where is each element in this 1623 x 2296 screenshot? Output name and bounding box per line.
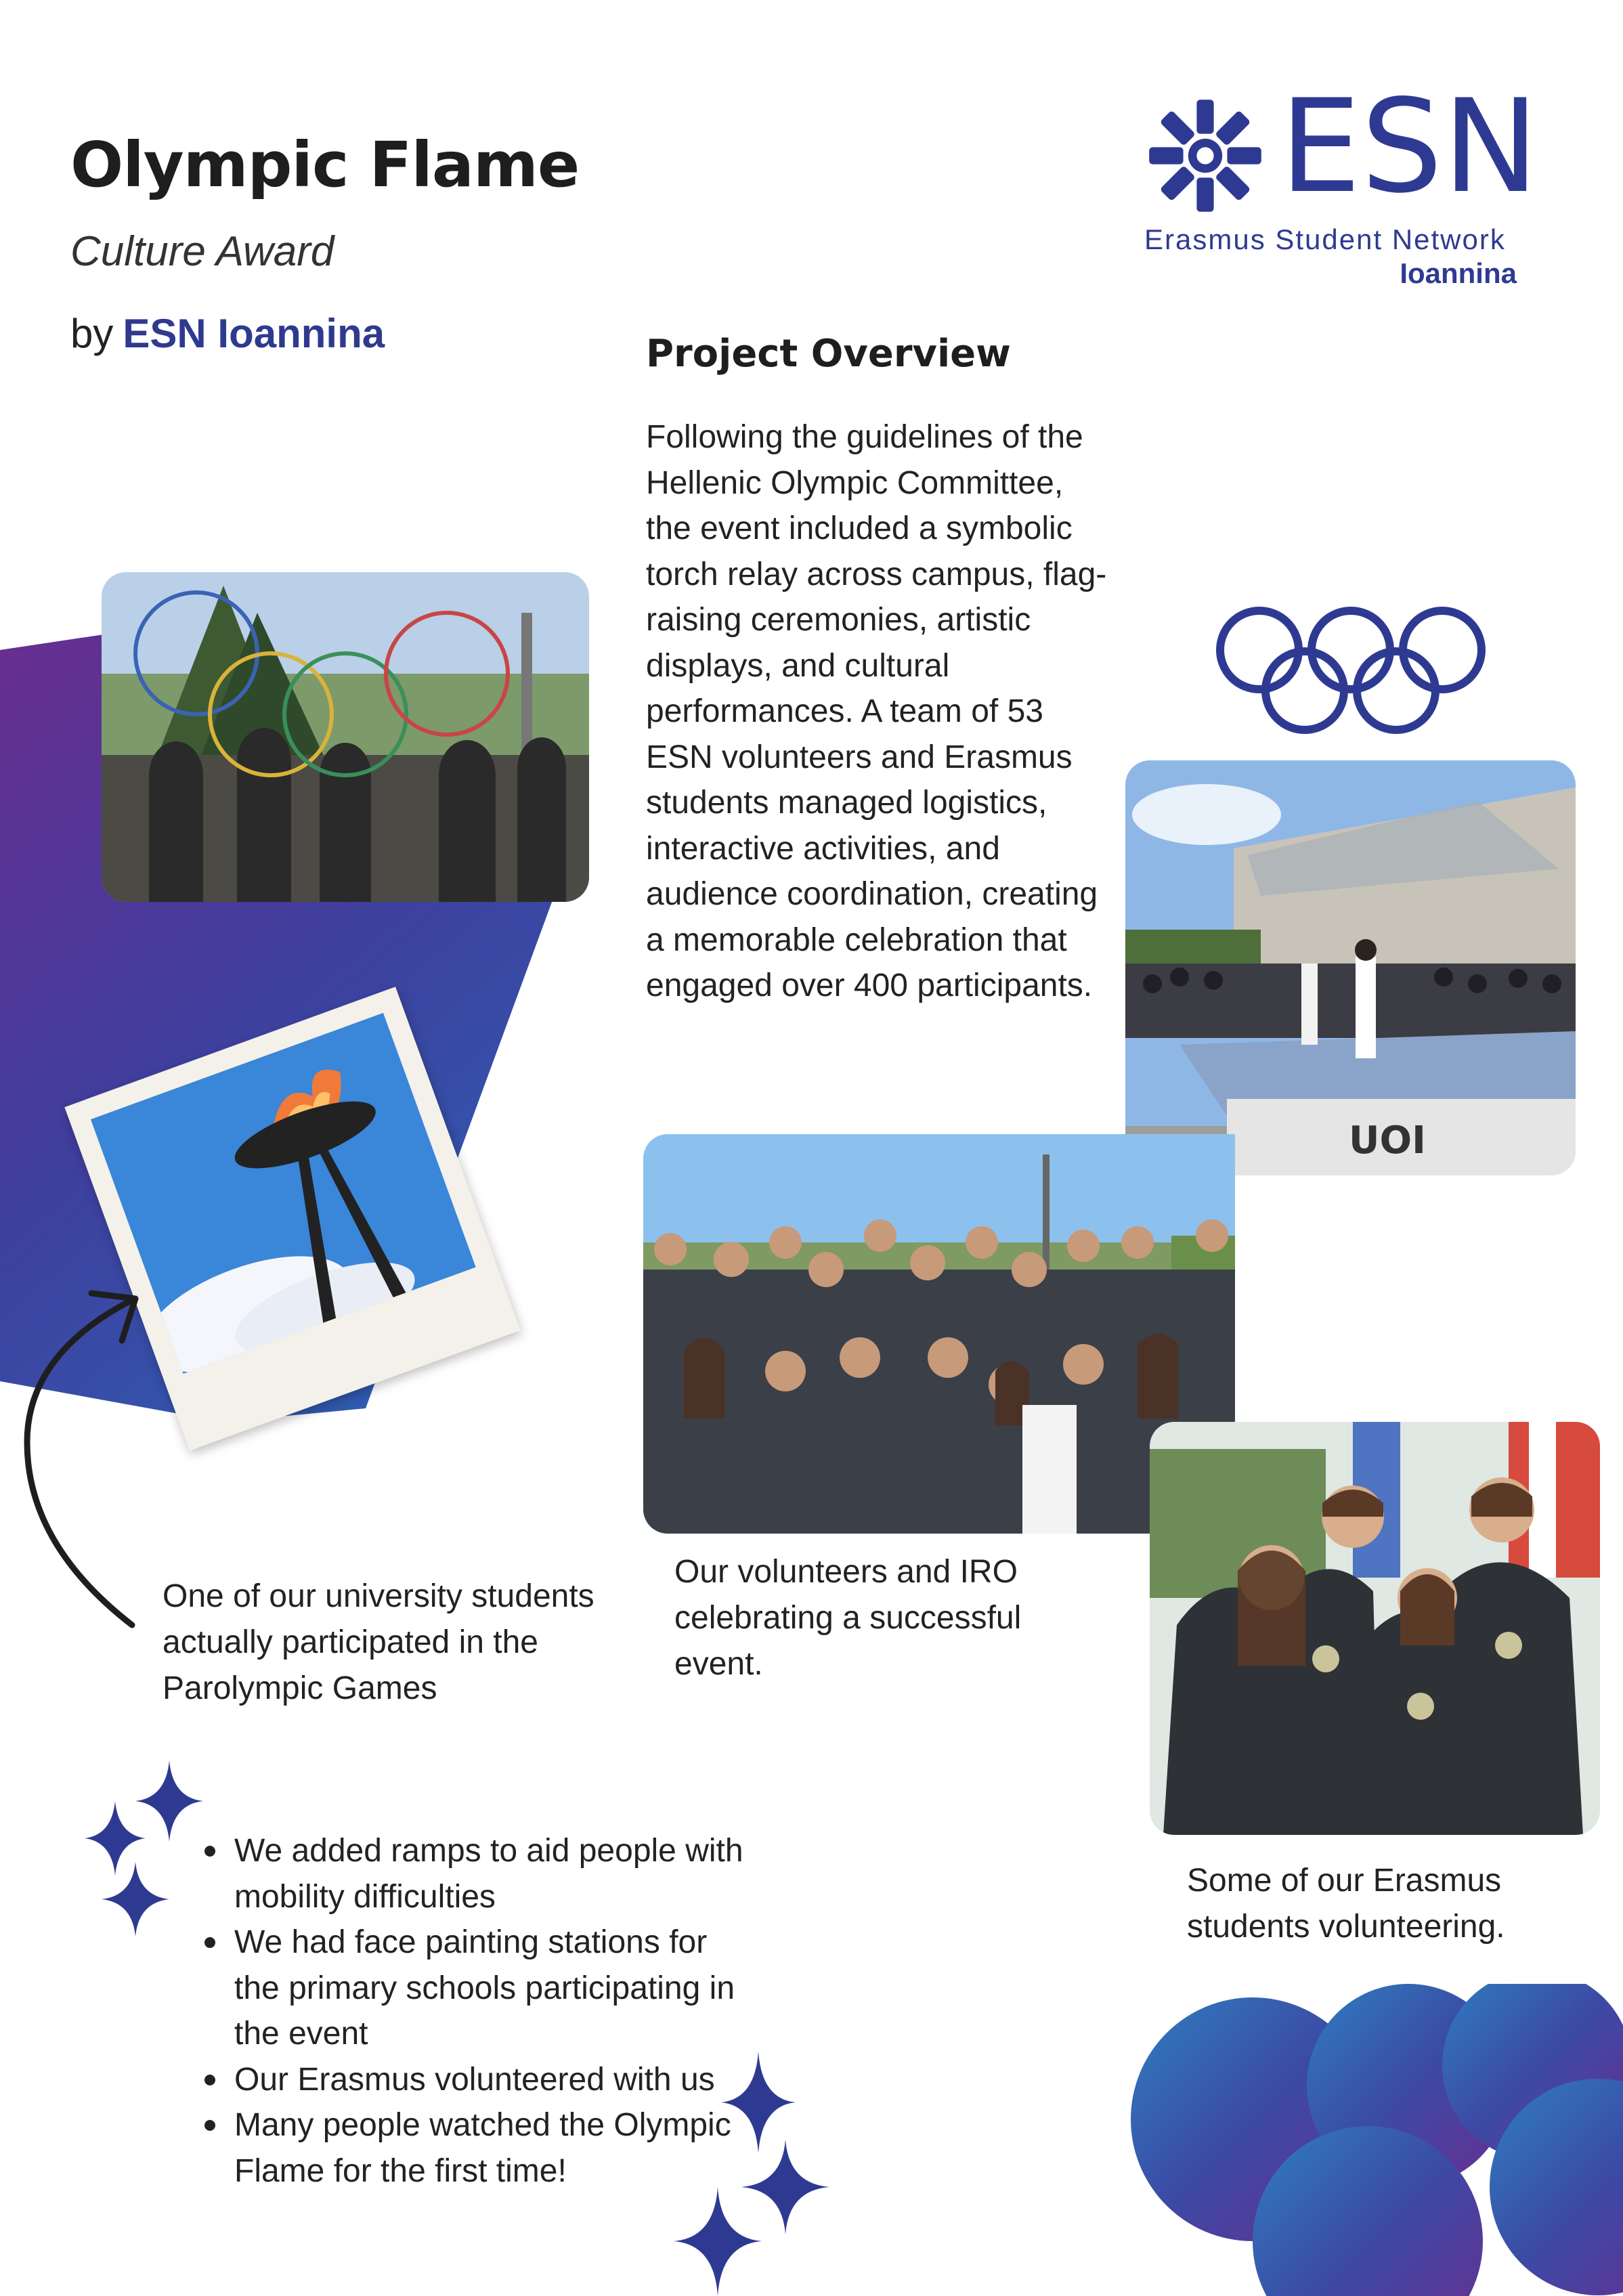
decorative-cloud-shape xyxy=(1124,1984,1623,2296)
overview-body: Following the guidelines of the Hellenic Olympic Committee, the event included a symbolic torch relay across campus, flag-raising ceremonies, artistic displays, and cultural performances. A team of 53 ESN volunteers and Erasmus students managed logistics, interactive activities, and audience coordination, creating a memorable celebration that engaged over 400 participants. xyxy=(646,419,1107,1003)
caption-volunteers: Our volunteers and IRO celebrating a successful event. xyxy=(674,1554,1022,1682)
photo-volunteers-group xyxy=(643,1134,1235,1534)
list-item: We added ramps to aid people with mobility difficulties xyxy=(203,1828,745,1920)
list-item: Many people watched the Olympic Flame for the first time! xyxy=(203,2102,745,2194)
caption-erasmus: Some of our Erasmus students volunteering. xyxy=(1187,1863,1505,1945)
logo-city: Ioannina xyxy=(1400,257,1517,289)
list-item: Our Erasmus volunteered with us xyxy=(203,2057,745,2103)
list-item: We had face painting stations for the primary schools participating in the event xyxy=(203,1920,745,2057)
award-subtitle: Culture Award xyxy=(70,228,334,275)
byline xyxy=(70,310,385,357)
photo-erasmus-volunteers xyxy=(1150,1422,1600,1835)
curved-arrow-icon xyxy=(14,1273,149,1652)
olympic-rings-icon xyxy=(1212,603,1490,738)
stage-banner-text: UOI xyxy=(1349,1119,1426,1163)
photo-students-with-hoops xyxy=(102,572,589,902)
highlights-list xyxy=(203,1828,745,2194)
esn-logo xyxy=(1144,72,1539,291)
overview-heading: Project Overview xyxy=(646,332,1011,376)
caption-paralympian: One of our university students actually participated in the Parolympic Games xyxy=(163,1578,594,1706)
logo-subtitle: Erasmus Student Network xyxy=(1144,223,1506,255)
esn-star-icon xyxy=(1144,95,1266,217)
page-title: Olympic Flame xyxy=(70,129,580,201)
photo-stage-performance xyxy=(1125,760,1576,1175)
byline-prefix: by xyxy=(70,311,114,356)
sparkle-icon xyxy=(81,1760,217,1936)
byline-organization: ESN Ioannina xyxy=(123,311,385,356)
logo-wordmark: ESN xyxy=(1280,72,1539,221)
